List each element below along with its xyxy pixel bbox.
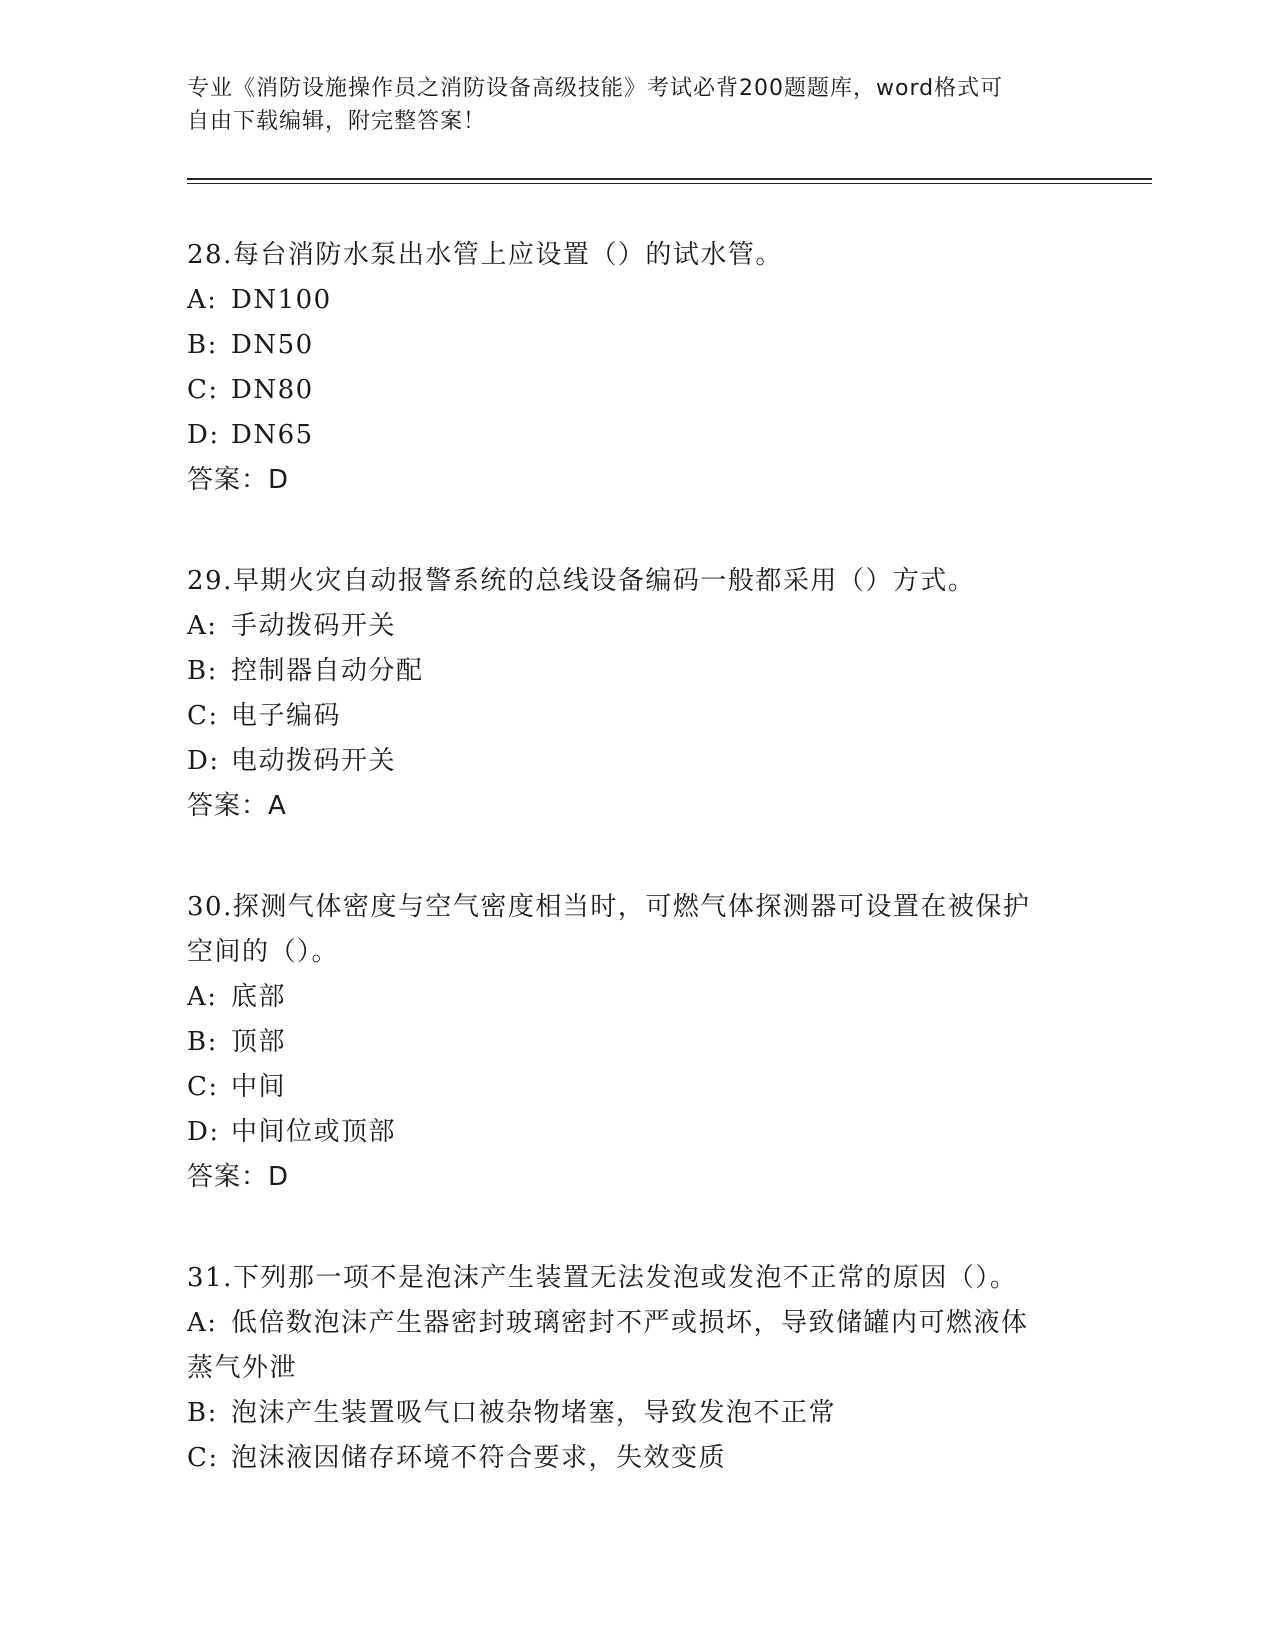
question-31 [187, 1256, 1087, 1481]
option-b [187, 1020, 1087, 1065]
option-text: DN80 [231, 375, 314, 405]
option-letter: C: [187, 375, 219, 405]
header-line-1: 专业《消防设施操作员之消防设备高级技能》考试必背200题题库，word格式可 [187, 76, 1004, 101]
option-letter: C: [187, 1072, 219, 1102]
option-text: 控制器自动分配 [231, 656, 424, 686]
option-b [187, 323, 1087, 368]
option-letter: C: [187, 1443, 219, 1473]
option-letter: D: [187, 1117, 220, 1147]
answer-line: 答案：D [187, 465, 290, 495]
option-text: 泡沫液因储存环境不符合要求，失效变质 [231, 1443, 727, 1473]
option-letter: B: [187, 1027, 218, 1057]
option-text: 中间位或顶部 [231, 1117, 397, 1147]
question-stem: 29.早期火灾自动报警系统的总线设备编码一般都采用（）方式。 [187, 566, 976, 596]
option-letter: C: [187, 701, 219, 731]
option-letter: D: [187, 746, 220, 776]
question-stem: 28.每台消防水泵出水管上应设置（）的试水管。 [187, 240, 783, 270]
option-text: 电动拨码开关 [231, 746, 397, 776]
option-letter: A: [187, 611, 218, 641]
option-b [187, 649, 1087, 694]
option-text: DN100 [231, 285, 332, 315]
question-28 [187, 233, 1087, 503]
question-stem: 31.下列那一项不是泡沫产生装置无法发泡或发泡不正常的原因（）。 [187, 1263, 1018, 1293]
header-divider-thick [187, 178, 1152, 180]
option-text: DN65 [231, 420, 314, 450]
option-a [187, 604, 1087, 649]
option-d [187, 1110, 1087, 1155]
answer-line: 答案：D [187, 1162, 290, 1192]
option-c [187, 1065, 1087, 1110]
option-text: 中间 [231, 1072, 287, 1102]
option-a [187, 975, 1087, 1020]
question-stem: 30.探测气体密度与空气密度相当时，可燃气体探测器可设置在被保护空间的（）。 [187, 892, 1031, 967]
header-divider-thin [187, 183, 1152, 184]
option-text: DN50 [231, 330, 314, 360]
option-text: 低倍数泡沫产生器密封玻璃密封不严或损坏，导致储罐内可燃液体蒸气外泄 [187, 1308, 1029, 1383]
option-a [187, 1301, 1047, 1391]
option-letter: A: [187, 1308, 218, 1338]
option-text: 手动拨码开关 [231, 611, 397, 641]
option-letter: D: [187, 420, 220, 450]
option-letter: A: [187, 982, 218, 1012]
option-d [187, 413, 1087, 458]
option-letter: B: [187, 1398, 218, 1428]
option-b [187, 1391, 1087, 1436]
option-d [187, 739, 1087, 784]
option-a [187, 278, 1087, 323]
option-text: 电子编码 [231, 701, 342, 731]
option-letter: B: [187, 330, 218, 360]
question-29 [187, 559, 1087, 829]
option-c [187, 368, 1087, 413]
header-line-2: 自由下载编辑，附完整答案！ [187, 109, 487, 134]
option-c [187, 694, 1087, 739]
option-text: 泡沫产生装置吸气口被杂物堵塞，导致发泡不正常 [231, 1398, 837, 1428]
option-text: 顶部 [231, 1027, 287, 1057]
option-text: 底部 [231, 982, 287, 1012]
option-c [187, 1436, 1087, 1481]
option-letter: A: [187, 285, 218, 315]
question-30 [187, 885, 1087, 1200]
question-list [187, 233, 1087, 1537]
document-header [187, 72, 1067, 138]
option-letter: B: [187, 656, 218, 686]
answer-line: 答案：A [187, 791, 287, 821]
